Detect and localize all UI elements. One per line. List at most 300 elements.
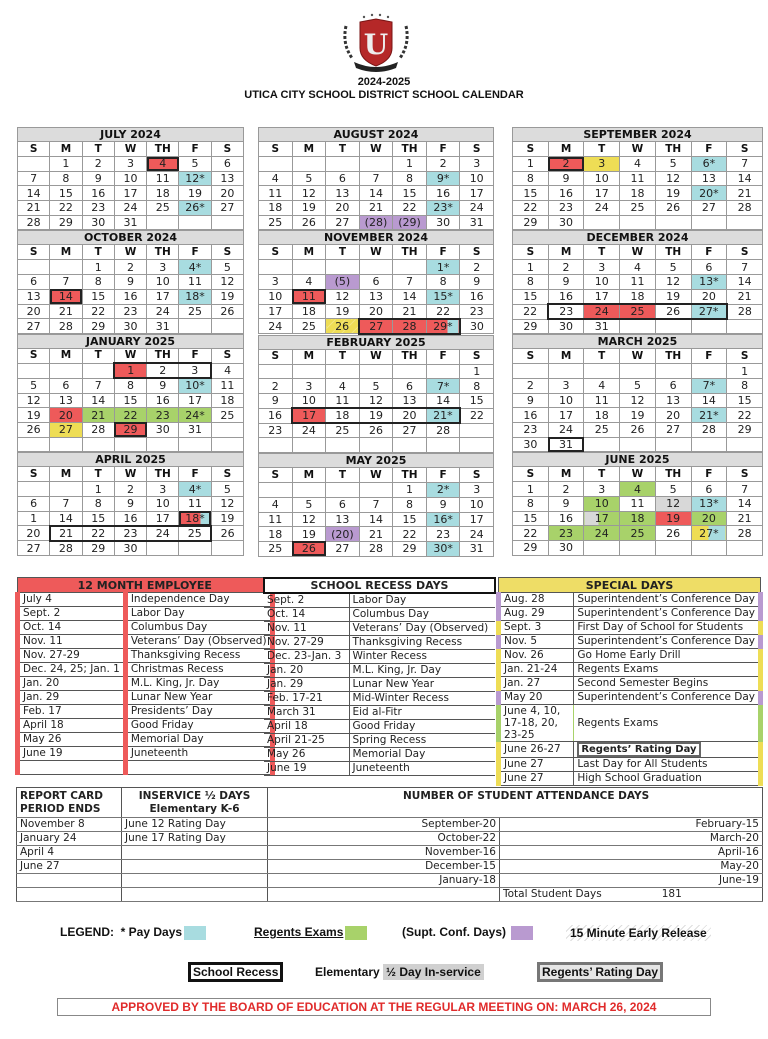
day-cell: 4 [620,157,656,172]
weekday-header: S [460,349,494,364]
list-row [499,621,761,635]
day-cell: 3 [584,482,620,497]
day-cell: 24 [147,304,179,319]
list-row [264,650,495,664]
day-cell: 5 [18,378,50,393]
day-cell: 28 [50,319,82,334]
day-cell: 29 [50,215,82,230]
weekday-header: W [359,245,393,260]
day-cell: 19 [655,186,691,201]
day-cell: 2 [513,378,549,393]
day-cell: 20 [18,304,50,319]
day-cell: 1 [50,157,82,172]
day-cell: 4* [179,482,211,497]
day-cell: 12 [292,186,326,201]
day-cell: 28 [426,423,460,438]
month-june-2025 [512,452,763,555]
day-cell: 20 [359,304,393,319]
day-cell: 14 [426,394,460,409]
day-cell: 16 [259,408,293,423]
table-row [17,888,763,902]
attendance-right: February-15 [500,818,763,832]
month-november-2024 [258,230,494,334]
day-cell: 17 [584,511,620,526]
day-cell: 26 [292,541,326,556]
day-cell: 7 [18,171,50,186]
day-cell: 27 [18,319,50,334]
month-title: SEPTEMBER 2024 [513,128,763,142]
day-cell: 24 [584,526,620,541]
day-cell [114,437,146,452]
day-cell: 27 [18,541,50,556]
day-cell: 7 [50,275,82,290]
list-row [499,772,761,786]
inservice-day [122,860,268,874]
month-title: DECEMBER 2024 [513,231,763,245]
list-date: Sept. 2 [18,607,126,621]
district-logo [340,12,412,74]
weekday-header: W [620,467,656,482]
approval-notice: APPROVED BY THE BOARD OF EDUCATION AT THE REGULAR MEETING ON: MARCH 26, 2024 [57,998,711,1016]
weekday-header: F [691,467,727,482]
weekday-header: S [460,142,494,157]
day-cell: 19 [326,304,360,319]
list-row [499,593,761,607]
list-title: SCHOOL RECESS DAYS [264,578,495,593]
list-row [18,761,273,775]
month-title: MARCH 2025 [513,335,763,349]
day-cell: 13 [50,393,82,408]
day-cell: 8 [114,378,146,393]
list-row [264,734,495,748]
weekday-header: M [50,467,82,482]
day-cell: 24 [548,422,584,437]
day-cell: 4 [326,379,360,394]
weekday-header: S [259,349,293,364]
list-date: April 18 [264,720,349,734]
list-date: June 19 [264,762,349,776]
list-event: Superintendent’s Conference Day [574,607,761,621]
day-cell [211,215,243,230]
weekday-header: S [727,142,763,157]
day-cell: 17 [460,186,494,201]
report-card-date: November 8 [17,818,122,832]
day-cell: 29 [727,422,763,437]
day-cell [211,422,243,437]
weekday-header: S [18,142,50,157]
day-cell: 18 [147,186,179,201]
list-event: Columbus Day [349,608,495,622]
day-cell: 1 [727,364,763,379]
day-cell [513,364,549,379]
day-cell [211,437,243,452]
day-cell: 2* [426,483,460,498]
day-cell [460,438,494,453]
day-cell: 30 [147,422,179,437]
month-march-2025 [512,334,763,452]
day-cell: 23 [259,423,293,438]
day-cell: 5 [211,482,243,497]
list-event: Lunar New Year [125,691,272,705]
weekday-header: M [548,467,584,482]
list-row [264,720,495,734]
weekday-header: F [426,468,460,483]
day-cell: 7 [727,482,763,497]
day-cell: 21 [393,304,427,319]
weekday-header: F [426,245,460,260]
weekday-header: W [114,245,146,260]
weekday-header: F [179,467,211,482]
day-cell: 30 [548,215,584,230]
list-row [499,607,761,621]
day-cell: 18 [259,527,293,542]
day-cell: 2 [426,157,460,172]
day-cell: 19 [655,511,691,526]
weekday-header: TH [393,142,427,157]
day-cell [18,260,50,275]
list-row [18,621,273,635]
month-february-2025 [258,335,494,453]
day-cell: 6 [691,482,727,497]
table-row [17,874,763,888]
table-row [17,832,763,846]
list-date: Nov. 11 [18,635,126,649]
day-cell [179,541,211,556]
day-cell: 19 [292,527,326,542]
list-event: Regents’ Rating Day [574,742,761,758]
day-cell: 26 [655,201,691,216]
day-cell: 8 [82,275,114,290]
list-row [264,762,495,776]
list-row [18,635,273,649]
weekday-header: W [359,468,393,483]
day-cell: 16 [548,186,584,201]
day-cell: 19 [359,408,393,423]
list-event: Labor Day [125,607,272,621]
day-cell [548,364,584,379]
inservice-day [122,846,268,860]
day-cell [292,438,326,453]
day-cell: 23 [426,527,460,542]
day-cell: 15 [460,394,494,409]
month-october-2024 [17,230,244,333]
day-cell: 9 [147,378,179,393]
legend-half-day: Elementary ½ Day In-service [315,965,484,979]
day-cell: 9 [513,393,549,408]
day-cell: 21 [18,201,50,216]
day-cell [393,260,427,275]
day-cell: 27 [359,319,393,334]
day-cell: 26 [211,304,243,319]
day-cell: 22 [513,526,549,541]
day-cell: 30 [114,319,146,334]
day-cell: 31 [548,437,584,452]
day-cell: 12 [655,497,691,512]
list-row [499,742,761,758]
list-date: Oct. 14 [264,608,349,622]
day-cell: 29 [513,541,549,556]
list-date: June 26-27 [499,742,574,758]
day-cell: 20 [393,408,427,423]
list-event: Winter Recess [349,650,495,664]
month-april-2025 [17,452,244,556]
day-cell: 15 [727,393,763,408]
day-cell [426,364,460,379]
day-cell: (29) [393,215,427,230]
day-cell: 23 [114,304,146,319]
day-cell [359,483,393,498]
day-cell: 10 [460,171,494,186]
day-cell: 11 [179,275,211,290]
weekday-header: F [426,349,460,364]
day-cell [584,541,620,556]
day-cell: 27 [326,215,360,230]
day-cell: 29 [393,541,427,556]
list-date: April 21-25 [264,734,349,748]
day-cell: 17 [292,408,326,423]
day-cell: 2 [548,260,584,275]
month-july-2024 [17,127,244,230]
weekday-header: TH [147,348,179,363]
day-cell: 26 [655,304,691,319]
day-cell: 14 [359,512,393,527]
list-date: Nov. 11 [264,622,349,636]
day-cell: 8 [50,171,82,186]
list-date: Nov. 5 [499,635,574,649]
day-cell: 6* [691,157,727,172]
day-cell: 31 [179,422,211,437]
day-cell: 11 [620,275,656,290]
calendar-column-2 [258,127,494,557]
day-cell: 25 [584,422,620,437]
day-cell: 20 [655,408,691,423]
list-row [18,719,273,733]
day-cell: 14 [82,393,114,408]
regents-swatch [345,926,367,940]
day-cell: 11 [147,171,179,186]
day-cell [655,215,691,230]
day-cell: 9 [548,275,584,290]
day-cell: 15 [513,289,549,304]
weekday-header: S [513,245,549,260]
day-cell: 10 [147,275,179,290]
list-date: June 19 [18,747,126,761]
calendar-column-1 [17,127,244,556]
day-cell: 30* [426,541,460,556]
day-cell: 28 [50,541,82,556]
day-cell: 16 [114,289,146,304]
day-cell: (28) [359,215,393,230]
day-cell: 15* [426,289,460,304]
day-cell: 21 [50,304,82,319]
day-cell: 4 [147,157,179,172]
list-event: Juneteenth [125,747,272,761]
weekday-header: W [114,467,146,482]
day-cell: 22 [513,304,549,319]
day-cell: 20 [18,526,50,541]
day-cell: 9 [460,275,494,290]
day-cell: 17 [584,289,620,304]
day-cell: 20 [211,186,243,201]
list-row [499,705,761,742]
report-card-date [17,874,122,888]
weekday-header: S [460,245,494,260]
list-row [18,705,273,719]
day-cell: 2 [114,260,146,275]
table-row [17,846,763,860]
day-cell [50,260,82,275]
weekday-header: M [50,142,82,157]
weekday-header: M [50,245,82,260]
day-cell: 2 [82,157,114,172]
day-cell: 14 [691,393,727,408]
weekday-header: S [211,245,243,260]
weekday-header: S [211,142,243,157]
day-cell: 26* [179,201,211,216]
report-card-date [17,888,122,902]
list-date: July 4 [18,593,126,607]
day-cell: 27 [50,422,82,437]
weekday-header: W [114,142,146,157]
day-cell: 25 [620,304,656,319]
employee-holidays-table [15,577,275,775]
list-row [499,758,761,772]
inservice-day: June 17 Rating Day [122,832,268,846]
list-row [264,636,495,650]
day-cell [326,260,360,275]
day-cell: 10 [114,171,146,186]
day-cell: 27 [691,201,727,216]
day-cell: 23 [548,201,584,216]
day-cell: 16 [513,408,549,423]
day-cell: 7 [359,171,393,186]
day-cell: 14 [50,289,82,304]
day-cell [393,438,427,453]
day-cell: 1 [393,157,427,172]
day-cell: 10 [584,275,620,290]
day-cell [179,215,211,230]
weekday-header: S [18,467,50,482]
month-december-2024 [512,230,763,334]
weekday-header: TH [655,142,691,157]
attendance-left: September-20 [268,818,500,832]
table-row [17,860,763,874]
day-cell: 15 [513,186,549,201]
day-cell: 8 [460,379,494,394]
weekday-header: T [326,245,360,260]
day-cell: 9 [114,497,146,512]
weekday-header: W [620,245,656,260]
weekday-header: S [513,349,549,364]
weekday-header: W [620,349,656,364]
weekday-header: M [548,245,584,260]
list-date: June 4, 10, 17-18, 20, 23-25 [499,705,574,742]
day-cell [620,437,656,452]
day-cell: 8 [426,275,460,290]
weekday-header: S [460,468,494,483]
weekday-header: T [82,142,114,157]
weekday-header: S [18,245,50,260]
day-cell: 6 [18,275,50,290]
list-event: Thanksgiving Recess [125,649,272,663]
day-cell: 23 [82,201,114,216]
day-cell: 3 [548,378,584,393]
attendance-right: June-19 [500,874,763,888]
list-date: Jan. 21-24 [499,663,574,677]
weekday-header: S [211,467,243,482]
day-cell: 29 [82,541,114,556]
day-cell: 7 [393,275,427,290]
day-cell: 26 [359,423,393,438]
day-cell: 4 [584,378,620,393]
day-cell [620,541,656,556]
day-cell: 6 [359,275,393,290]
day-cell: 30 [513,437,549,452]
legend-early-release: 15 Minute Early Release [566,925,711,941]
day-cell: 1 [513,482,549,497]
day-cell: 18 [259,201,293,216]
day-cell: 13 [655,393,691,408]
day-cell: 19 [211,511,243,526]
list-date: Jan. 29 [264,678,349,692]
day-cell: 25 [179,304,211,319]
day-cell [211,541,243,556]
month-title: JUNE 2025 [513,453,763,467]
day-cell: 22 [727,408,763,423]
list-date: June 27 [499,758,574,772]
day-cell [655,437,691,452]
day-cell: 2 [460,260,494,275]
day-cell: 8 [513,275,549,290]
day-cell: 23* [426,201,460,216]
weekday-header: T [82,245,114,260]
day-cell: 21 [82,408,114,423]
weekday-header: S [727,349,763,364]
weekday-header: TH [393,349,427,364]
day-cell: 17 [114,186,146,201]
school-year: 2024-2025 [357,76,411,88]
day-cell: 20 [691,289,727,304]
list-date: Feb. 17 [18,705,126,719]
list-date: June 27 [499,772,574,786]
school-recess-table [263,577,496,776]
list-title: SPECIAL DAYS [499,578,761,593]
list-event: Eid al-Fitr [349,706,495,720]
day-cell: 25 [259,541,293,556]
day-cell: 26 [18,422,50,437]
day-cell [359,438,393,453]
day-cell: 13 [359,289,393,304]
day-cell: 8 [393,171,427,186]
day-cell: 16 [548,511,584,526]
day-cell: 20 [691,511,727,526]
day-cell: 12 [18,393,50,408]
weekday-header: TH [393,468,427,483]
day-cell: 24 [584,201,620,216]
list-event: Veterans’ Day (Observed) [125,635,272,649]
day-cell: 6 [655,378,691,393]
day-cell: 11 [259,186,293,201]
day-cell: 18* [179,511,211,526]
day-cell: 18 [326,408,360,423]
list-event: Good Friday [125,719,272,733]
list-row [499,649,761,663]
attendance-left: November-16 [268,846,500,860]
day-cell: 25 [292,319,326,334]
day-cell [727,541,763,556]
day-cell: 11 [620,171,656,186]
day-cell: 24 [259,319,293,334]
